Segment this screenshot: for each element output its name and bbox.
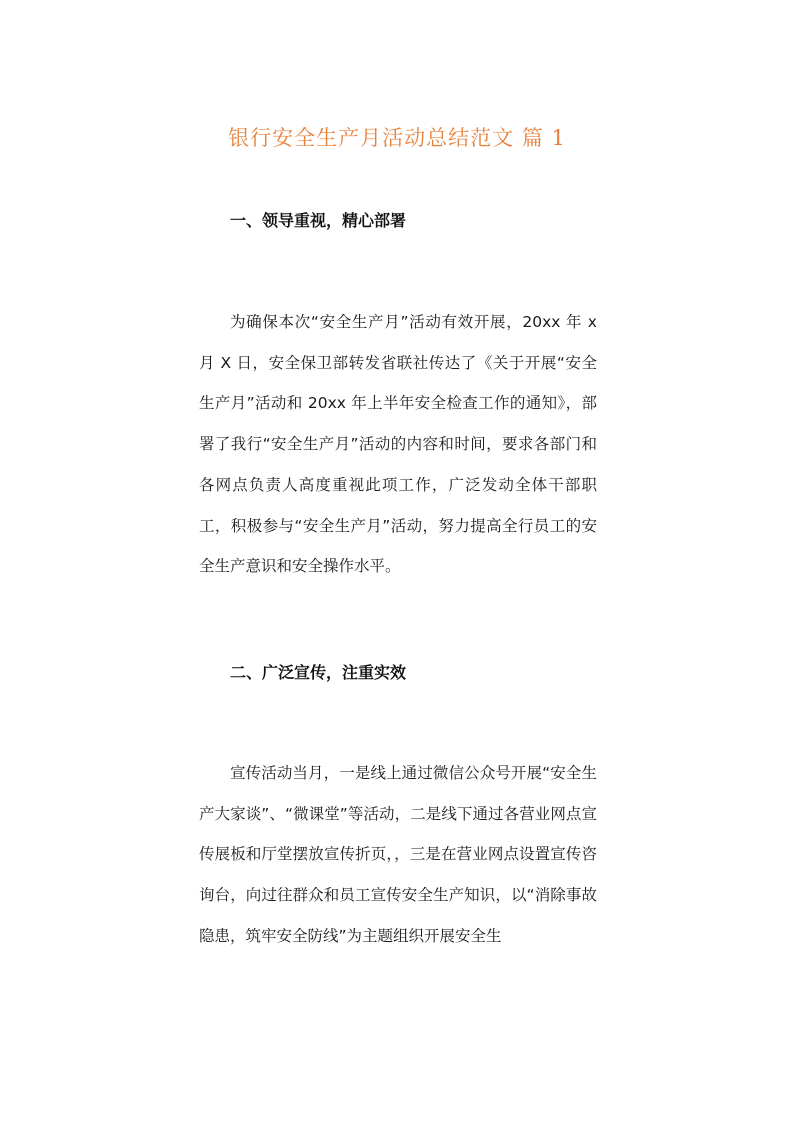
section-paragraph-1: 为确保本次“安全生产月”活动有效开展，20xx 年 x 月 X 日，安全保卫部转发省联社传达了《关于开展“安全生产月”活动和 20xx 年上半年安全检查工作的通知》，部署了我行“安全生产月”活动的内容和时间，要求各部门和各网点负责人高度重视此项工作，广泛发动全体干部职工，积极参与“安全生产月”活动，努力提高全行员工的安全生产意识和安全操作水平。	[199, 313, 597, 576]
document-title: 银行安全生产月活动总结范文 篇 1	[228, 126, 566, 150]
section-paragraph-2: 宣传活动当月，一是线上通过微信公众号开展“安全生产大家谈”、“微课堂”等活动，二是线下通过各营业网点宣传展板和厅堂摆放宣传折页，，三是在营业网点设置宣传咨询台，向过往群众和员工宣传安全生产知识，以“消除事故隐患，筑牢安全防线”为主题组织开展安全生	[199, 764, 597, 945]
section-heading-1: 一、领导重视，精心部署	[230, 211, 407, 230]
section-heading-2: 二、广泛宣传，注重实效	[230, 663, 407, 682]
